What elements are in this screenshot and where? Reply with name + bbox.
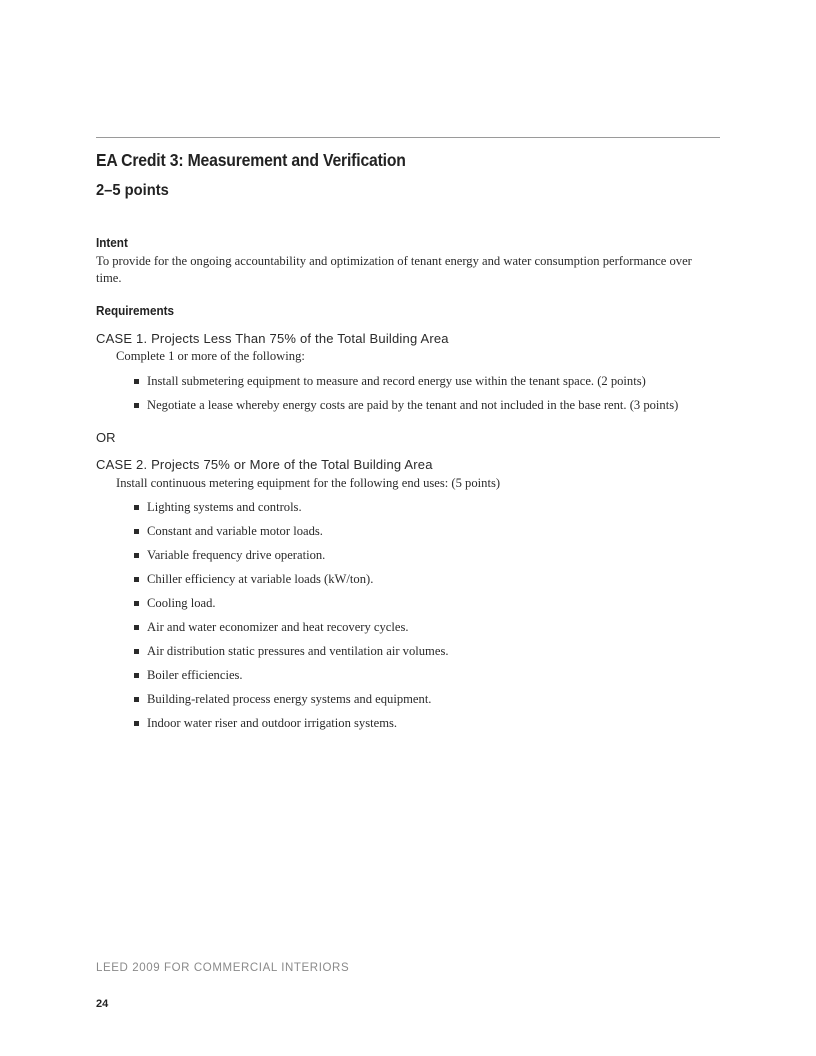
list-item: Constant and variable motor loads. <box>134 523 449 547</box>
list-item: Air and water economizer and heat recovery cycles. <box>134 619 449 643</box>
list-item: Chiller efficiency at variable loads (kW/ton). <box>134 571 449 595</box>
list-item: Variable frequency drive operation. <box>134 547 449 571</box>
case1-intro: Complete 1 or more of the following: <box>116 349 305 363</box>
header-rule <box>96 137 720 138</box>
case2-title: CASE 2. Projects 75% or More of the Total Building Area <box>96 457 433 472</box>
bullet-square-icon <box>134 529 139 534</box>
list-item: Install submetering equipment to measure and record energy use within the tenant space. (2 points) <box>134 373 678 397</box>
bullet-square-icon <box>134 601 139 606</box>
requirements-heading: Requirements <box>96 303 175 318</box>
section-title: EA Credit 3: Measurement and Verification <box>96 150 406 170</box>
bullet-square-icon <box>134 505 139 510</box>
points-subtitle: 2–5 points <box>96 182 169 199</box>
bullet-square-icon <box>134 625 139 630</box>
bullet-square-icon <box>134 403 139 408</box>
bullet-square-icon <box>134 721 139 726</box>
footer-document-title: LEED 2009 FOR COMMERCIAL INTERIORS <box>96 962 350 974</box>
intent-heading: Intent <box>96 235 128 250</box>
case2-list <box>134 499 449 739</box>
list-item: Cooling load. <box>134 595 449 619</box>
bullet-square-icon <box>134 577 139 582</box>
or-label: OR <box>96 430 116 445</box>
intent-text: To provide for the ongoing accountability and optimization of tenant energy and water consumption performance over time. <box>96 254 692 285</box>
list-item: Lighting systems and controls. <box>134 499 449 523</box>
bullet-square-icon <box>134 379 139 384</box>
list-item: Indoor water riser and outdoor irrigation systems. <box>134 715 449 739</box>
bullet-square-icon <box>134 673 139 678</box>
bullet-square-icon <box>134 553 139 558</box>
list-item: Negotiate a lease whereby energy costs are paid by the tenant and not included in the base rent. (3 points) <box>134 397 678 421</box>
bullet-square-icon <box>134 697 139 702</box>
page-number: 24 <box>96 998 109 1010</box>
list-item: Boiler efficiencies. <box>134 667 449 691</box>
list-item: Building-related process energy systems and equipment. <box>134 691 449 715</box>
bullet-square-icon <box>134 649 139 654</box>
case1-title: CASE 1. Projects Less Than 75% of the Total Building Area <box>96 331 449 346</box>
case2-intro: Install continuous metering equipment for the following end uses: (5 points) <box>116 476 501 490</box>
case1-list <box>134 373 678 421</box>
list-item: Air distribution static pressures and ventilation air volumes. <box>134 643 449 667</box>
